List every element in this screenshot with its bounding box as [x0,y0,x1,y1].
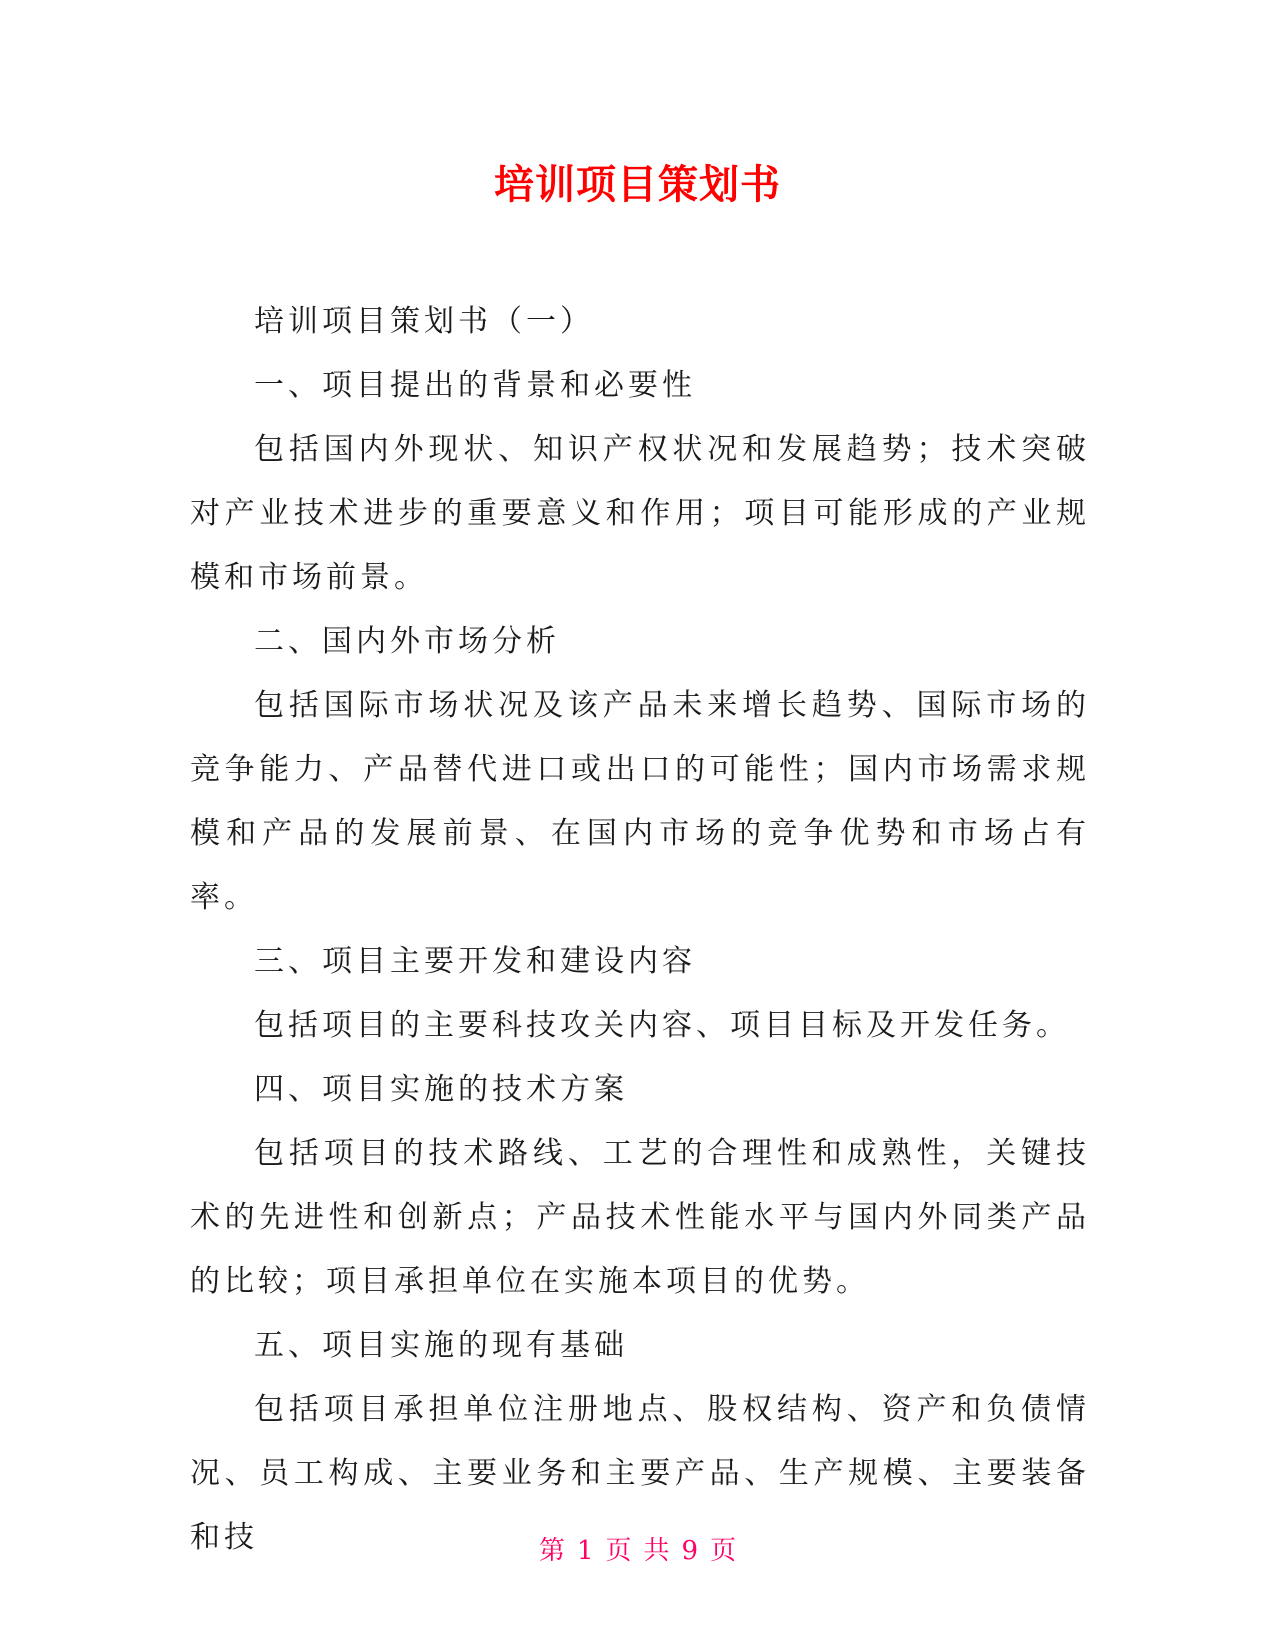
section-heading-2: 二、国内外市场分析 [254,624,560,659]
footer-current-page: 1 [576,1536,594,1566]
document-body [190,290,1090,1570]
section-heading-5: 五、项目实施的现有基础 [254,1328,628,1363]
section-heading-4: 四、项目实施的技术方案 [254,1072,628,1107]
footer-page-word: 页 [605,1536,632,1566]
section-heading-3: 三、项目主要开发和建设内容 [254,944,696,979]
paragraph: 包括项目承担单位注册地点、股权结构、资产和负债情况、员工构成、主要业务和主要产品、生产规模、主要装备和技 [190,1392,1090,1555]
paragraph: 包括国内外现状、知识产权状况和发展趋势；技术突破对产业技术进步的重要意义和作用；项目可能形成的产业规模和市场前景。 [190,432,1090,595]
paragraph: 包括项目的技术路线、工艺的合理性和成熟性，关键技术的先进性和创新点；产品技术性能水平与国内外同类产品的比较；项目承担单位在实施本项目的优势。 [190,1136,1090,1299]
footer-prefix: 第 [538,1536,565,1566]
footer-total-word: 共 [643,1536,670,1566]
footer-total-pages: 9 [681,1536,699,1566]
footer-suffix: 页 [710,1536,737,1566]
section-heading-1: 一、项目提出的背景和必要性 [254,368,696,403]
paragraph: 包括国际市场状况及该产品未来增长趋势、国际市场的竞争能力、产品替代进口或出口的可能性；国内市场需求规模和产品的发展前景、在国内市场的竞争优势和市场占有率。 [190,688,1090,915]
document-title: 培训项目策划书 [494,162,781,208]
page-footer [0,1535,1275,1567]
paragraph: 包括项目的主要科技攻关内容、项目目标及开发任务。 [254,1008,1070,1043]
paragraph-subtitle: 培训项目策划书（一） [254,304,594,339]
